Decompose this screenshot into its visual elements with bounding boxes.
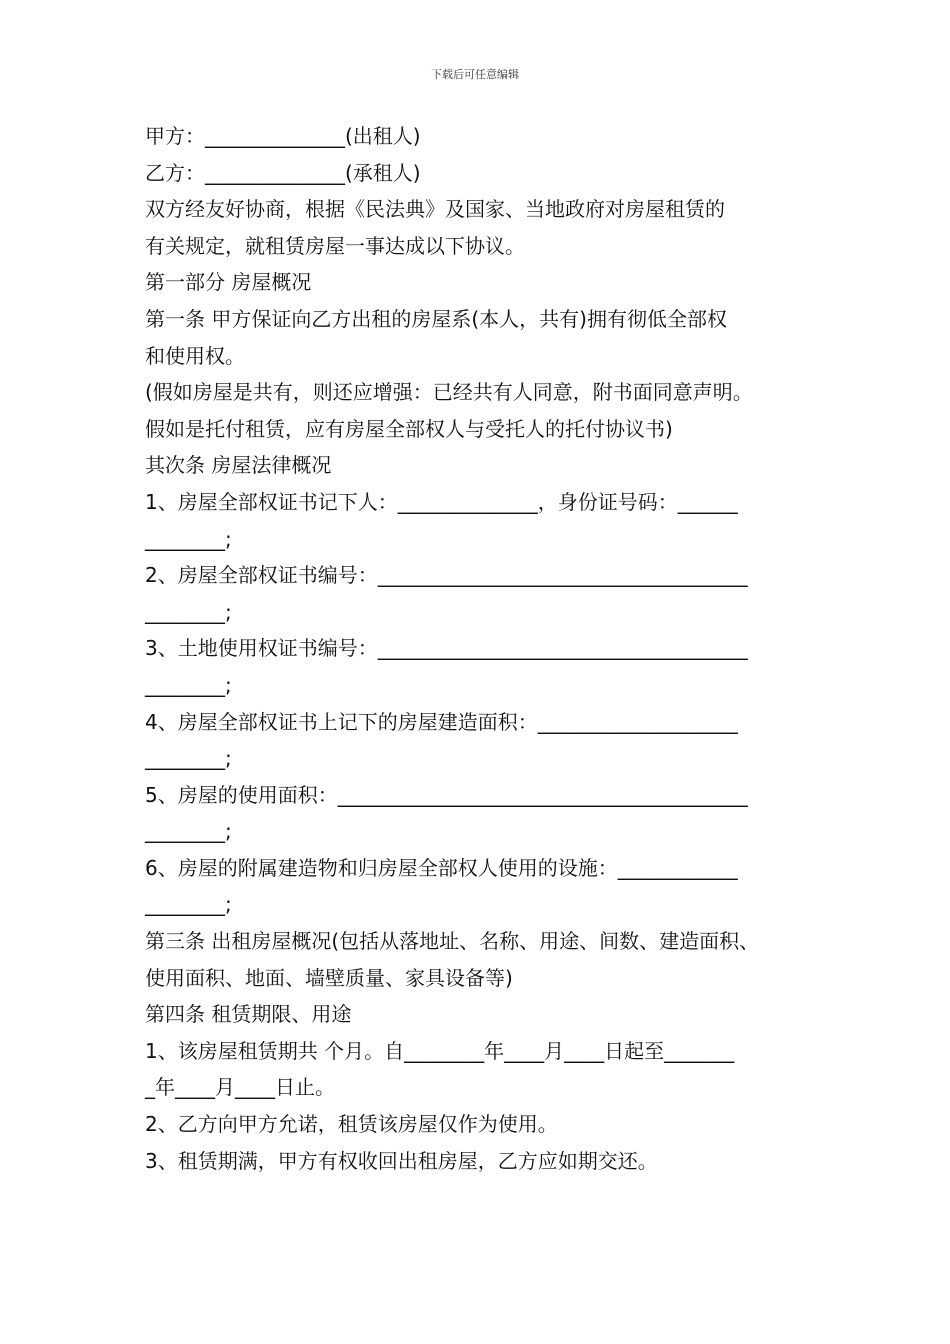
- document-line: 和使用权。: [145, 343, 245, 368]
- document-body: [145, 118, 825, 1179]
- document-line: 1、该房屋租赁期共 个月。自________年____月____日起至_______: [145, 1038, 735, 1063]
- document-line: 第三条 出租房屋概况(包括从落地址、名称、用途、间数、建造面积、: [145, 929, 760, 954]
- document-line: ________;: [145, 672, 232, 697]
- document-line: ________;: [145, 599, 232, 624]
- document-line: (假如房屋是共有，则还应增强：已经共有人同意，附书面同意声明。: [145, 380, 753, 405]
- document-line: 甲方：______________(出租人): [145, 124, 421, 148]
- document-line: ________;: [145, 526, 232, 551]
- document-line: 假如是托付租赁，应有房屋全部权人与受托人的托付协议书): [145, 416, 673, 441]
- document-line: 3、租赁期满，甲方有权收回出租房屋，乙方应如期交还。: [145, 1148, 658, 1173]
- document-line: 3、土地使用权证书编号：_____________________________________: [145, 636, 748, 661]
- document-line: 第四条 租赁期限、用途: [145, 1002, 352, 1027]
- document-line: 1、房屋全部权证书记下人：______________，身份证号码：______: [145, 489, 738, 514]
- document-line: 2、房屋全部权证书编号：_____________________________________: [145, 563, 748, 588]
- document-line: 双方经友好协商，根据《民法典》及国家、当地政府对房屋租赁的: [145, 197, 725, 222]
- document-line: ________;: [145, 892, 232, 917]
- document-line: 5、房屋的使用面积：_________________________________________: [145, 782, 748, 807]
- document-line: ________;: [145, 746, 232, 771]
- document-line: 第一条 甲方保证向乙方出租的房屋系(本人，共有)拥有彻低全部权: [145, 306, 727, 331]
- document-line: ________;: [145, 819, 232, 844]
- document-line: 其次条 房屋法律概况: [145, 453, 332, 478]
- document-line: 乙方：______________(承租人): [145, 160, 421, 185]
- document-line: 4、房屋全部权证书上记下的房屋建造面积：____________________: [145, 709, 738, 734]
- document-line: 第一部分 房屋概况: [145, 270, 312, 295]
- document-line: 2、乙方向甲方允诺，租赁该房屋仅作为使用。: [145, 1112, 558, 1137]
- document-line: 有关规定，就租赁房屋一事达成以下协议。: [145, 233, 525, 258]
- document-line: _年____月____日止。: [145, 1075, 335, 1100]
- document-line: 6、房屋的附属建造物和归房屋全部权人使用的设施：____________: [145, 855, 738, 880]
- document-line: 使用面积、地面、墙壁质量、家具设备等): [145, 965, 513, 990]
- page-header: 下载后可任意编辑: [431, 68, 519, 81]
